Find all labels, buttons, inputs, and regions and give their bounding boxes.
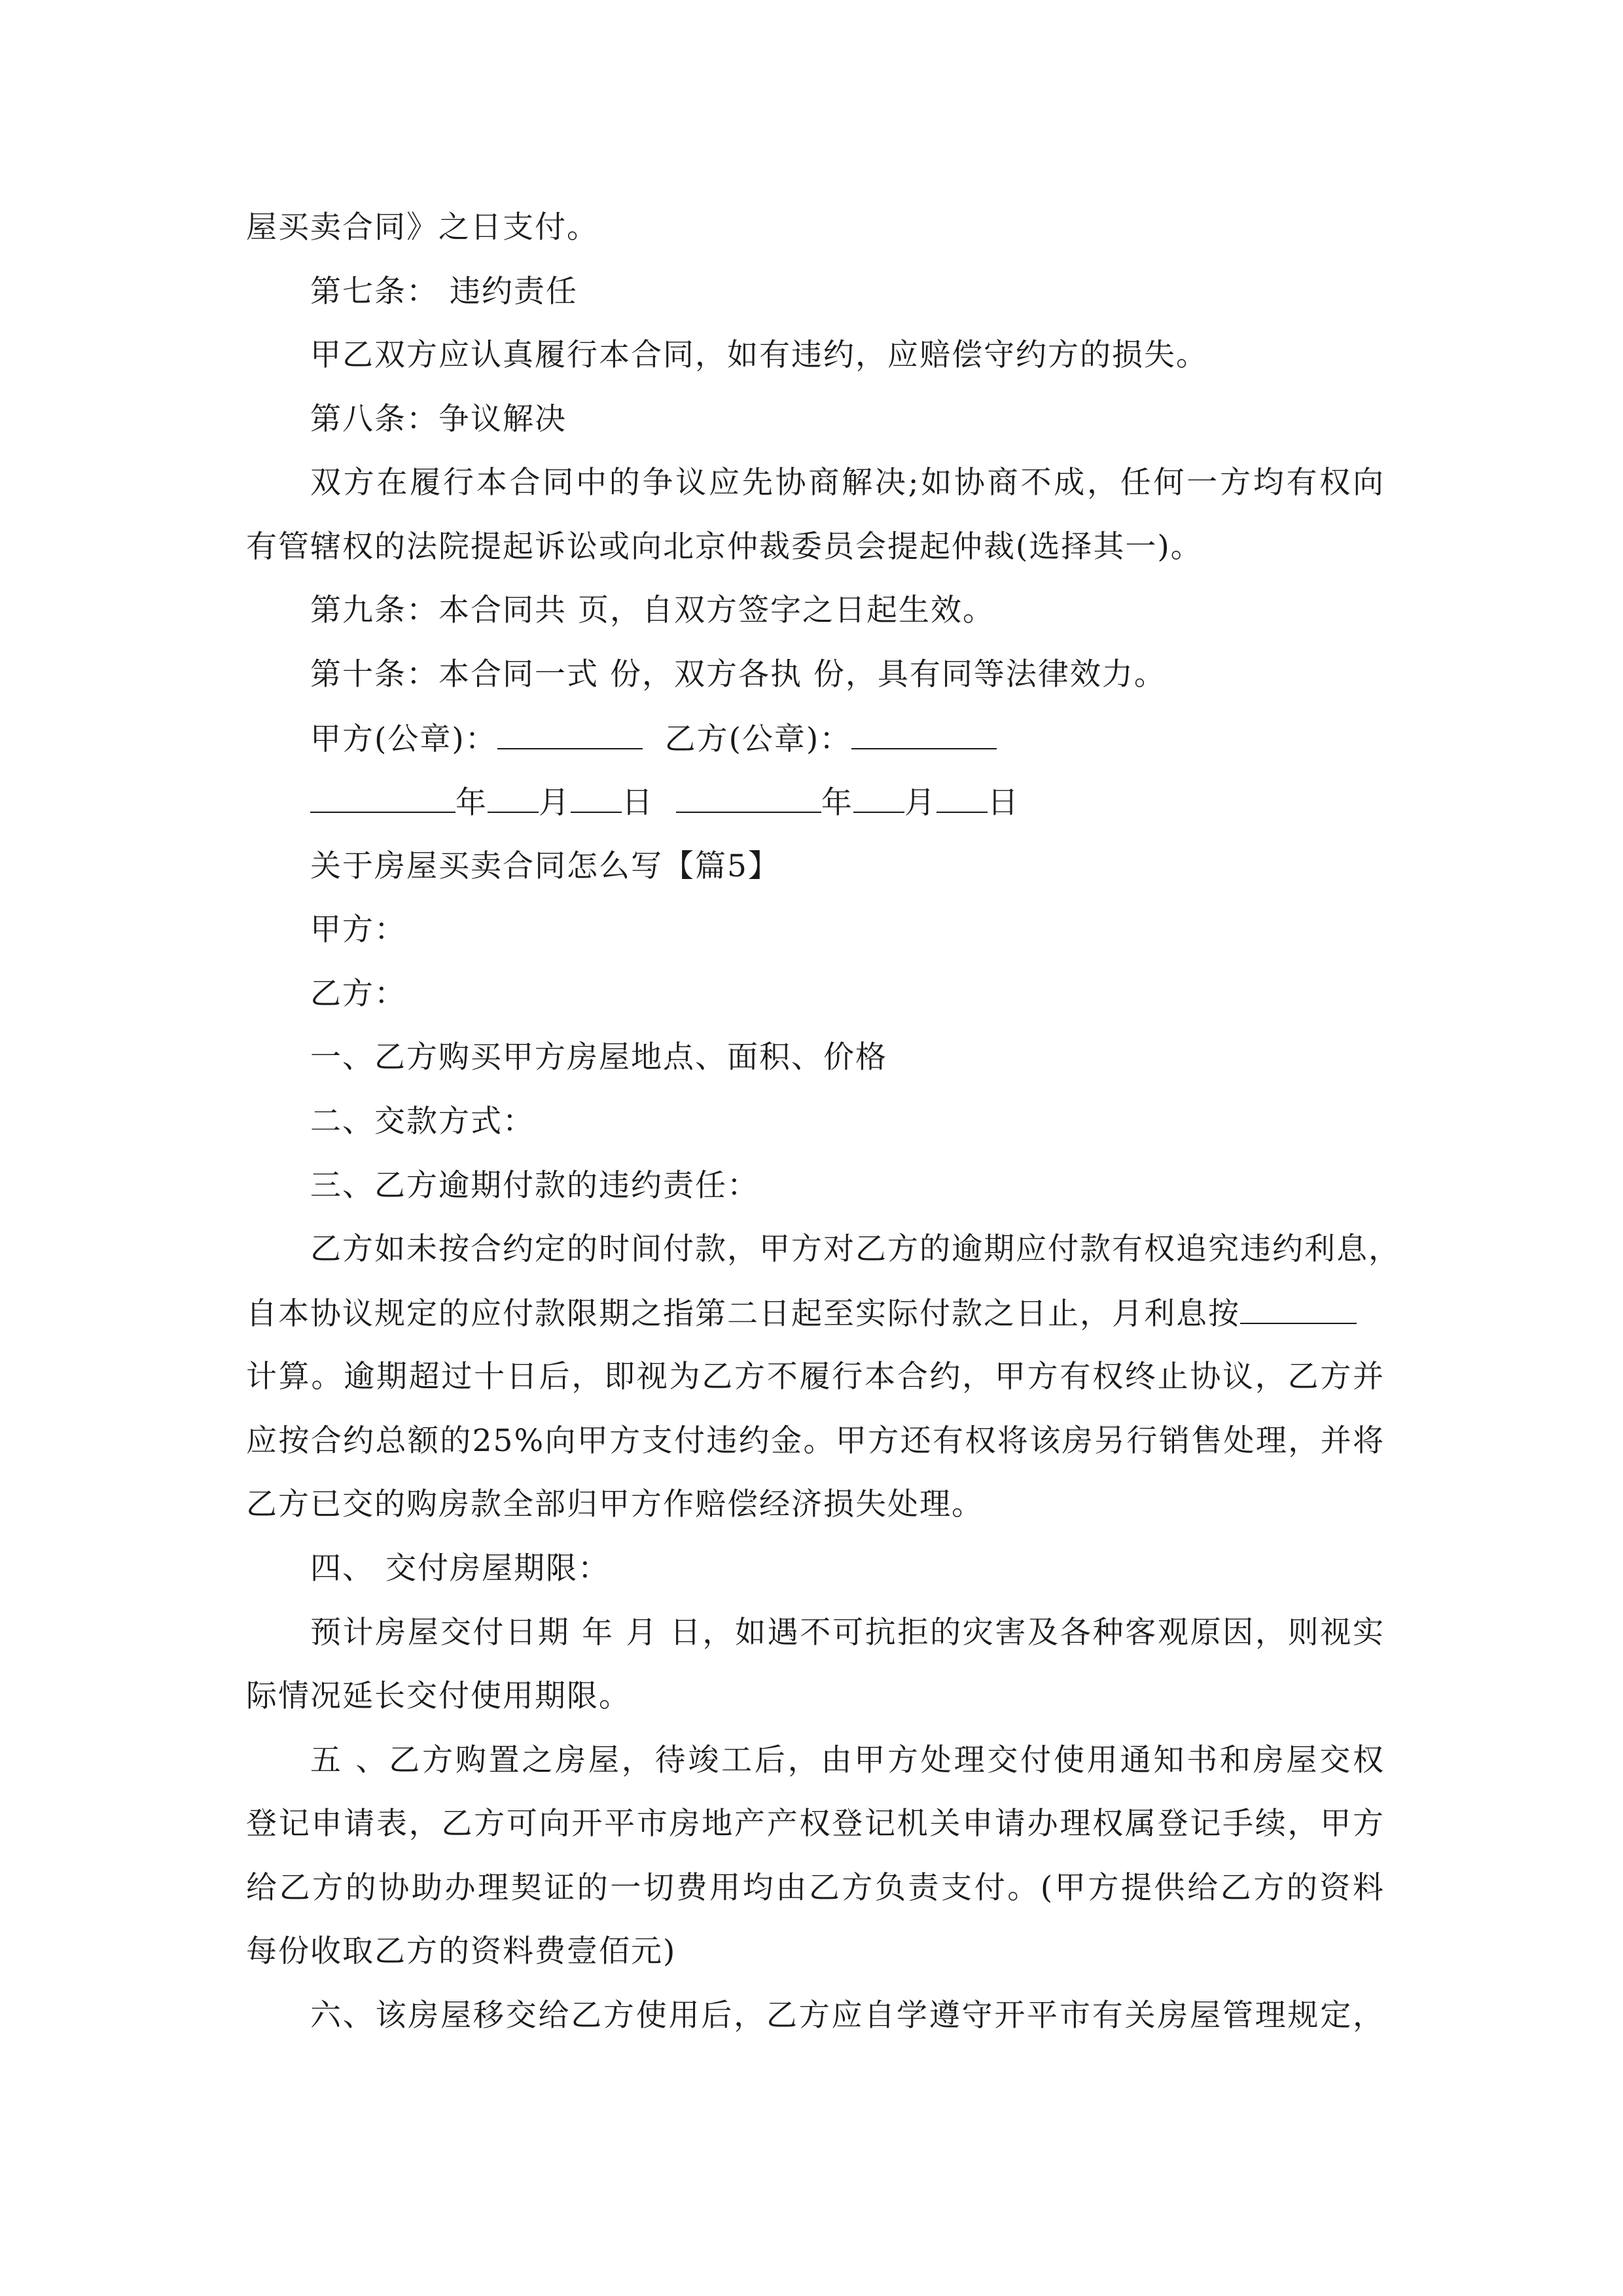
item-3-body-line: 乙方已交的购房款全部归甲方作赔偿经济损失处理。	[246, 1486, 984, 1522]
item-3-body-line: 计算。逾期超过十日后，即视为乙方不履行本合约，甲方有权终止协议，乙方并	[246, 1359, 1385, 1395]
item-5-body-line: 给乙方的协助办理契证的一切费用均由乙方负责支付。(甲方提供给乙方的资料	[246, 1870, 1385, 1906]
party-b-year-blank	[676, 783, 821, 813]
item-5-body-line: 每份收取乙方的资料费壹佰元)	[246, 1933, 677, 1969]
item-3-body-line: 自本协议规定的应付款限期之指第二日起至实际付款之日止，月利息按	[246, 1294, 1385, 1333]
party-a-seal-label: 甲方(公章)：	[310, 721, 497, 757]
party-a-year-blank	[310, 783, 455, 813]
article-7-body: 甲乙双方应认真履行本合同，如有违约，应赔偿守约方的损失。	[310, 337, 1208, 373]
party-b-line: 乙方：	[310, 976, 406, 1012]
party-b-seal-label: 乙方(公章)：	[664, 721, 852, 757]
year-label: 年	[821, 785, 853, 821]
section-title: 关于房屋买卖合同怎么写【篇5】	[310, 848, 780, 884]
article-7-heading: 第七条： 违约责任	[310, 274, 578, 310]
article-8-body-line: 双方在履行本合同中的争议应先协商解决;如协商不成，任何一方均有权向	[310, 465, 1385, 501]
party-b-seal-blank	[851, 719, 997, 749]
item-5-body-line: 登记申请表，乙方可向开平市房地产产权登记机关申请办理权属登记手续，甲方	[246, 1806, 1385, 1842]
item-1-heading: 一、乙方购买甲方房屋地点、面积、价格	[310, 1039, 887, 1075]
month-label: 月	[904, 785, 936, 821]
item-4-body-line: 际情况延长交付使用期限。	[246, 1678, 631, 1714]
item-3-heading: 三、乙方逾期付款的违约责任：	[310, 1168, 759, 1204]
article-8-body-line: 有管辖权的法院提起诉讼或向北京仲裁委员会提起仲裁(选择其一)。	[246, 529, 1203, 565]
month-blank	[853, 783, 904, 813]
article-8-heading: 第八条：争议解决	[310, 401, 567, 437]
day-blank	[936, 783, 988, 813]
paragraph-line: 屋买卖合同》之日支付。	[246, 209, 599, 245]
item-5-body-line: 五 、乙方购置之房屋，待竣工后，由甲方处理交付使用通知书和房屋交权	[310, 1742, 1385, 1778]
month-blank	[488, 783, 539, 813]
item-3-body-line: 应按合约总额的25%向甲方支付违约金。甲方还有权将该房另行销售处理，并将	[246, 1423, 1385, 1459]
item-6-body-line: 六、该房屋移交给乙方使用后，乙方应自学遵守开平市有关房屋管理规定，	[310, 1998, 1385, 2034]
month-label: 月	[539, 785, 571, 821]
signature-seal-line	[310, 719, 1385, 759]
day-blank	[571, 783, 622, 813]
party-a-line: 甲方：	[310, 912, 406, 948]
party-a-seal-blank	[497, 719, 643, 749]
day-label: 日	[987, 785, 1020, 821]
item-3-body-line: 乙方如未按合约定的时间付款，甲方对乙方的逾期应付款有权追究违约利息，	[310, 1231, 1400, 1267]
item-4-body-line: 预计房屋交付日期 年 月 日，如遇不可抗拒的灾害及各种客观原因，则视实	[310, 1615, 1385, 1651]
item-2-heading: 二、交款方式：	[310, 1103, 535, 1139]
article-10: 第十条：本合同一式 份，双方各执 份，具有同等法律效力。	[310, 656, 1166, 692]
item-4-heading: 四、 交付房屋期限：	[310, 1551, 610, 1587]
interest-rate-blank	[1240, 1294, 1357, 1324]
signature-date-line	[310, 783, 1385, 822]
day-label: 日	[622, 785, 654, 821]
year-label: 年	[455, 785, 488, 821]
article-9: 第九条：本合同共 页，自双方签字之日起生效。	[310, 592, 995, 628]
